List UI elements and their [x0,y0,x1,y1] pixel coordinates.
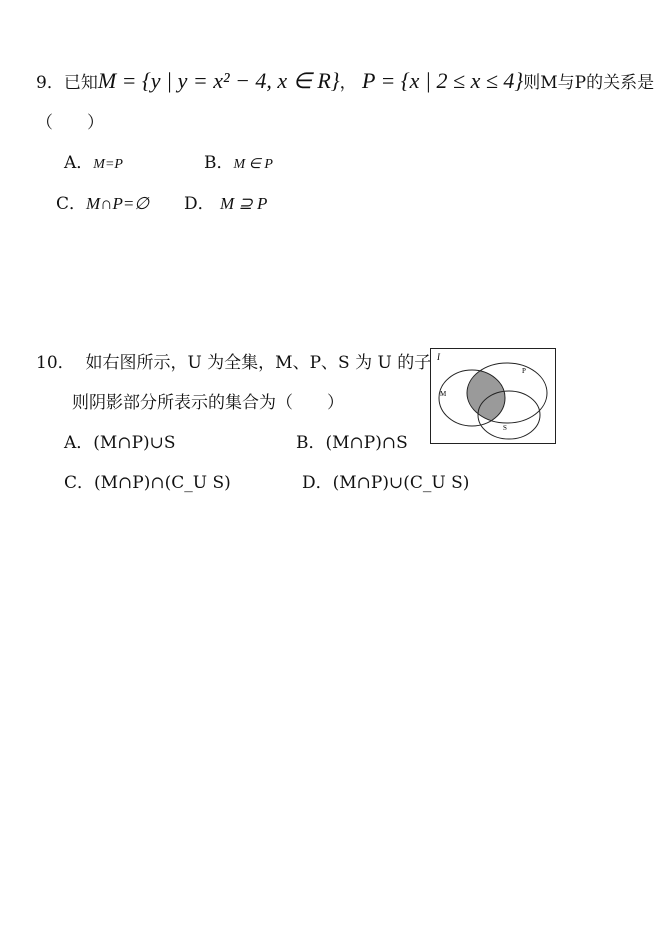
set-m-label: M [440,390,447,398]
q9-number: 9． [36,73,64,93]
option-label: B． [296,433,326,453]
q9-answer-paren: （ ） [36,113,104,133]
q9-option-d [184,193,267,215]
q10-stem-line2: 则阴影部分所表示的集合为（ ） [72,393,344,413]
q10-stem-line1 [36,352,431,374]
q9-option-b [204,152,273,176]
option-label: B． [204,153,234,173]
q9-stem [36,70,654,94]
venn-diagram [430,348,556,444]
q10-option-b [296,432,408,454]
q10-option-c [64,472,231,494]
option-label: D． [184,194,215,214]
option-text: (M∩P)∩S [325,433,408,453]
q10-stem-text: 如右图所示，U 为全集，M、P、S 为 U 的子 [85,353,432,373]
option-label: C． [56,194,87,214]
q10-number: 10． [36,353,75,373]
q9-intro: 已知 [63,73,98,93]
option-label: C． [64,473,95,493]
q10-option-d [302,472,469,494]
q9-set-m-definition: M = {y | y = x² − 4, x ∈ R} [97,68,340,93]
option-text: (M∩P)∪(C_U S) [332,473,470,493]
q9-separator: ， [339,73,357,93]
option-text: M∩P=∅ [86,194,150,213]
option-text: M ∈ P [233,157,273,172]
set-p-label: P [522,367,526,375]
q9-option-c [56,193,149,215]
q10-option-a [64,432,176,454]
option-label: A． [64,153,94,173]
q9-relation-text: 则M与P的关系是 [523,73,655,93]
option-text: (M∩P)∪S [93,433,176,453]
set-s-label: S [503,424,507,432]
q9-option-a [64,152,123,176]
option-text: (M∩P)∩(C_U S) [94,473,231,493]
option-label: A． [64,433,94,453]
q9-set-p-definition: P = {x | 2 ≤ x ≤ 4} [362,68,524,93]
option-text: M ⊇ P [220,194,268,213]
option-label: D． [302,473,333,493]
universe-label: I [437,352,440,362]
option-text: M=P [93,157,123,172]
